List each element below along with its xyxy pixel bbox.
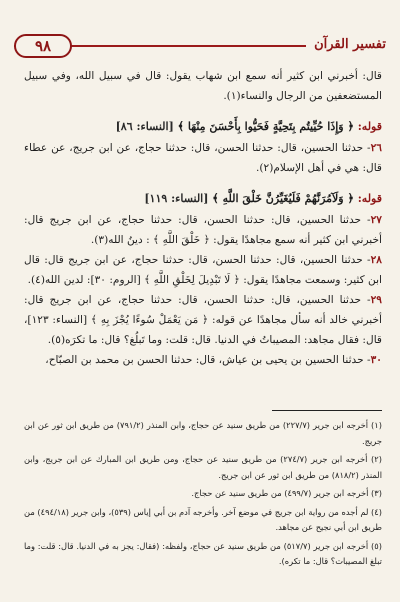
book-title: تفسير القرآن [306,35,386,55]
narration-number: ٣٠ [370,354,382,366]
narration-26 [24,138,382,178]
verse-reference: [النساء: ١١٩] [144,192,209,205]
narration-number: ٢٨ [370,254,382,266]
narration-text: - حدثنا الحسين، قال: حدثنا الحسن، قال: حدثنا حجاج، عن ابن جريج، عن عطاء قال: هي في أهل الإسلام(٢). [24,142,382,174]
verse-label: قوله: [357,120,382,133]
main-text [24,66,382,370]
narration-27 [24,210,382,250]
verse-label: قوله: [357,192,382,205]
footnote-separator [272,410,382,411]
verse-text: ﴿ وَإِذَا حُيِّيتُم بِتَحِيَّةٍ فَحَيُّوا بِأَحْسَنَ مِنْهَا ﴾ [177,120,354,133]
narration-28 [24,250,382,290]
narration-29 [24,290,382,350]
footnote-2: (٢) أخرجه ابن جرير (٢٧٤/٧) من طريق سنيد عن حجاج، ومن طريق ابن المبارك عن ابن جريج، وابن المنذر (٨١٨/٢) من طريق ابن ثور عن ابن جريج. [24,454,382,480]
footnote-1: (١) أخرجه ابن جرير (٢٢٧/٧) من طريق سنيد عن حجاج، وابن المنذر (٧٩١/٢) من طريق ابن ثور عن ابن جريج. [24,420,382,446]
footnote-4: (٤) لم أجده من رواية ابن جريج في موضع آخر. وأخرجه آدم بن أبي إياس (٥٣٩)، وابن جرير (٤٩٤/١٨) من طريق ابن أبي نجيح عن مجاهد. [24,506,382,532]
narration-text: - حدثنا الحسين، قال: حدثنا الحسن، قال: حدثنا حجاج، عن ابن جريج قال: أخبرني خالد أنه سأل مجاهدًا عن قوله: ﴿ مَن يَعْمَلْ سُوءًا يُجْزَ بِهِ ﴾ [النساء: ١٢٣]، قال: فقال مجاهد: المصيباتُ في الدنيا. قال: قلت: وما تَبلُغ؟ قال: ما تكرَه(٥). [24,294,382,346]
footnote-3: (٣) أخرجه ابن جرير (٤٩٩/٧) من طريق سنيد عن حجاج. [191,488,382,498]
paragraph-1: قال: أخبرني ابن كثير أنه سمع ابن شهاب يقول: قال في سبيل الله، وفي سبيل المستضعفين من الرجال والنساء(١). [24,70,382,102]
narration-text: - حدثنا الحسين، قال: حدثنا الحسن، قال: حدثنا حجاج، عن ابن جريج قال: قال ابن كثير: وسمعت مجاهدًا يقول: ﴿ لَا تَبْدِيلَ لِخَلْقِ اللَّهِ ﴾ [الروم: ٣٠]: لدين الله(٤). [24,254,382,286]
narration-30 [24,350,382,370]
page-number: ٩٨ [34,37,52,55]
page-header [14,34,386,58]
narration-text: - حدثنا الحسين، قال: حدثنا الحسن، قال: حدثنا حجاج، عن ابن جريج قال: أخبرني ابن كثير أنه سمع مجاهدًا يقول: ﴿ خَلْقَ اللَّهِ ﴾ : دينُ الله(٣). [24,214,382,246]
narration-number: ٢٩ [370,294,382,306]
footnotes [24,418,382,573]
narration-text: - حدثنا الحسين بن يحيى بن عياش، قال: حدثنا الحسن بن محمد بن الصبّاح، [45,354,371,366]
verse-text: ﴿ وَلَآمُرَنَّهُمْ فَلَيُغَيِّرُنَّ خَلْقَ اللَّهِ ﴾ [212,192,354,205]
verse-reference: [النساء: ٨٦] [115,120,174,133]
verse-heading-1 [24,116,382,138]
footnote-5: (٥) أخرجه ابن جرير (٥١٧/٧) من طريق سنيد عن حجاج، ولفظه: (فقال: يجز به في الدنيا. قال: قلت: وما تبلغ المصيبات؟ قال: ما تكره). [24,540,382,566]
verse-heading-2 [24,188,382,210]
narration-number: ٢٦ [370,142,382,154]
narration-number: ٢٧ [370,214,382,226]
page-number-badge [14,34,72,58]
